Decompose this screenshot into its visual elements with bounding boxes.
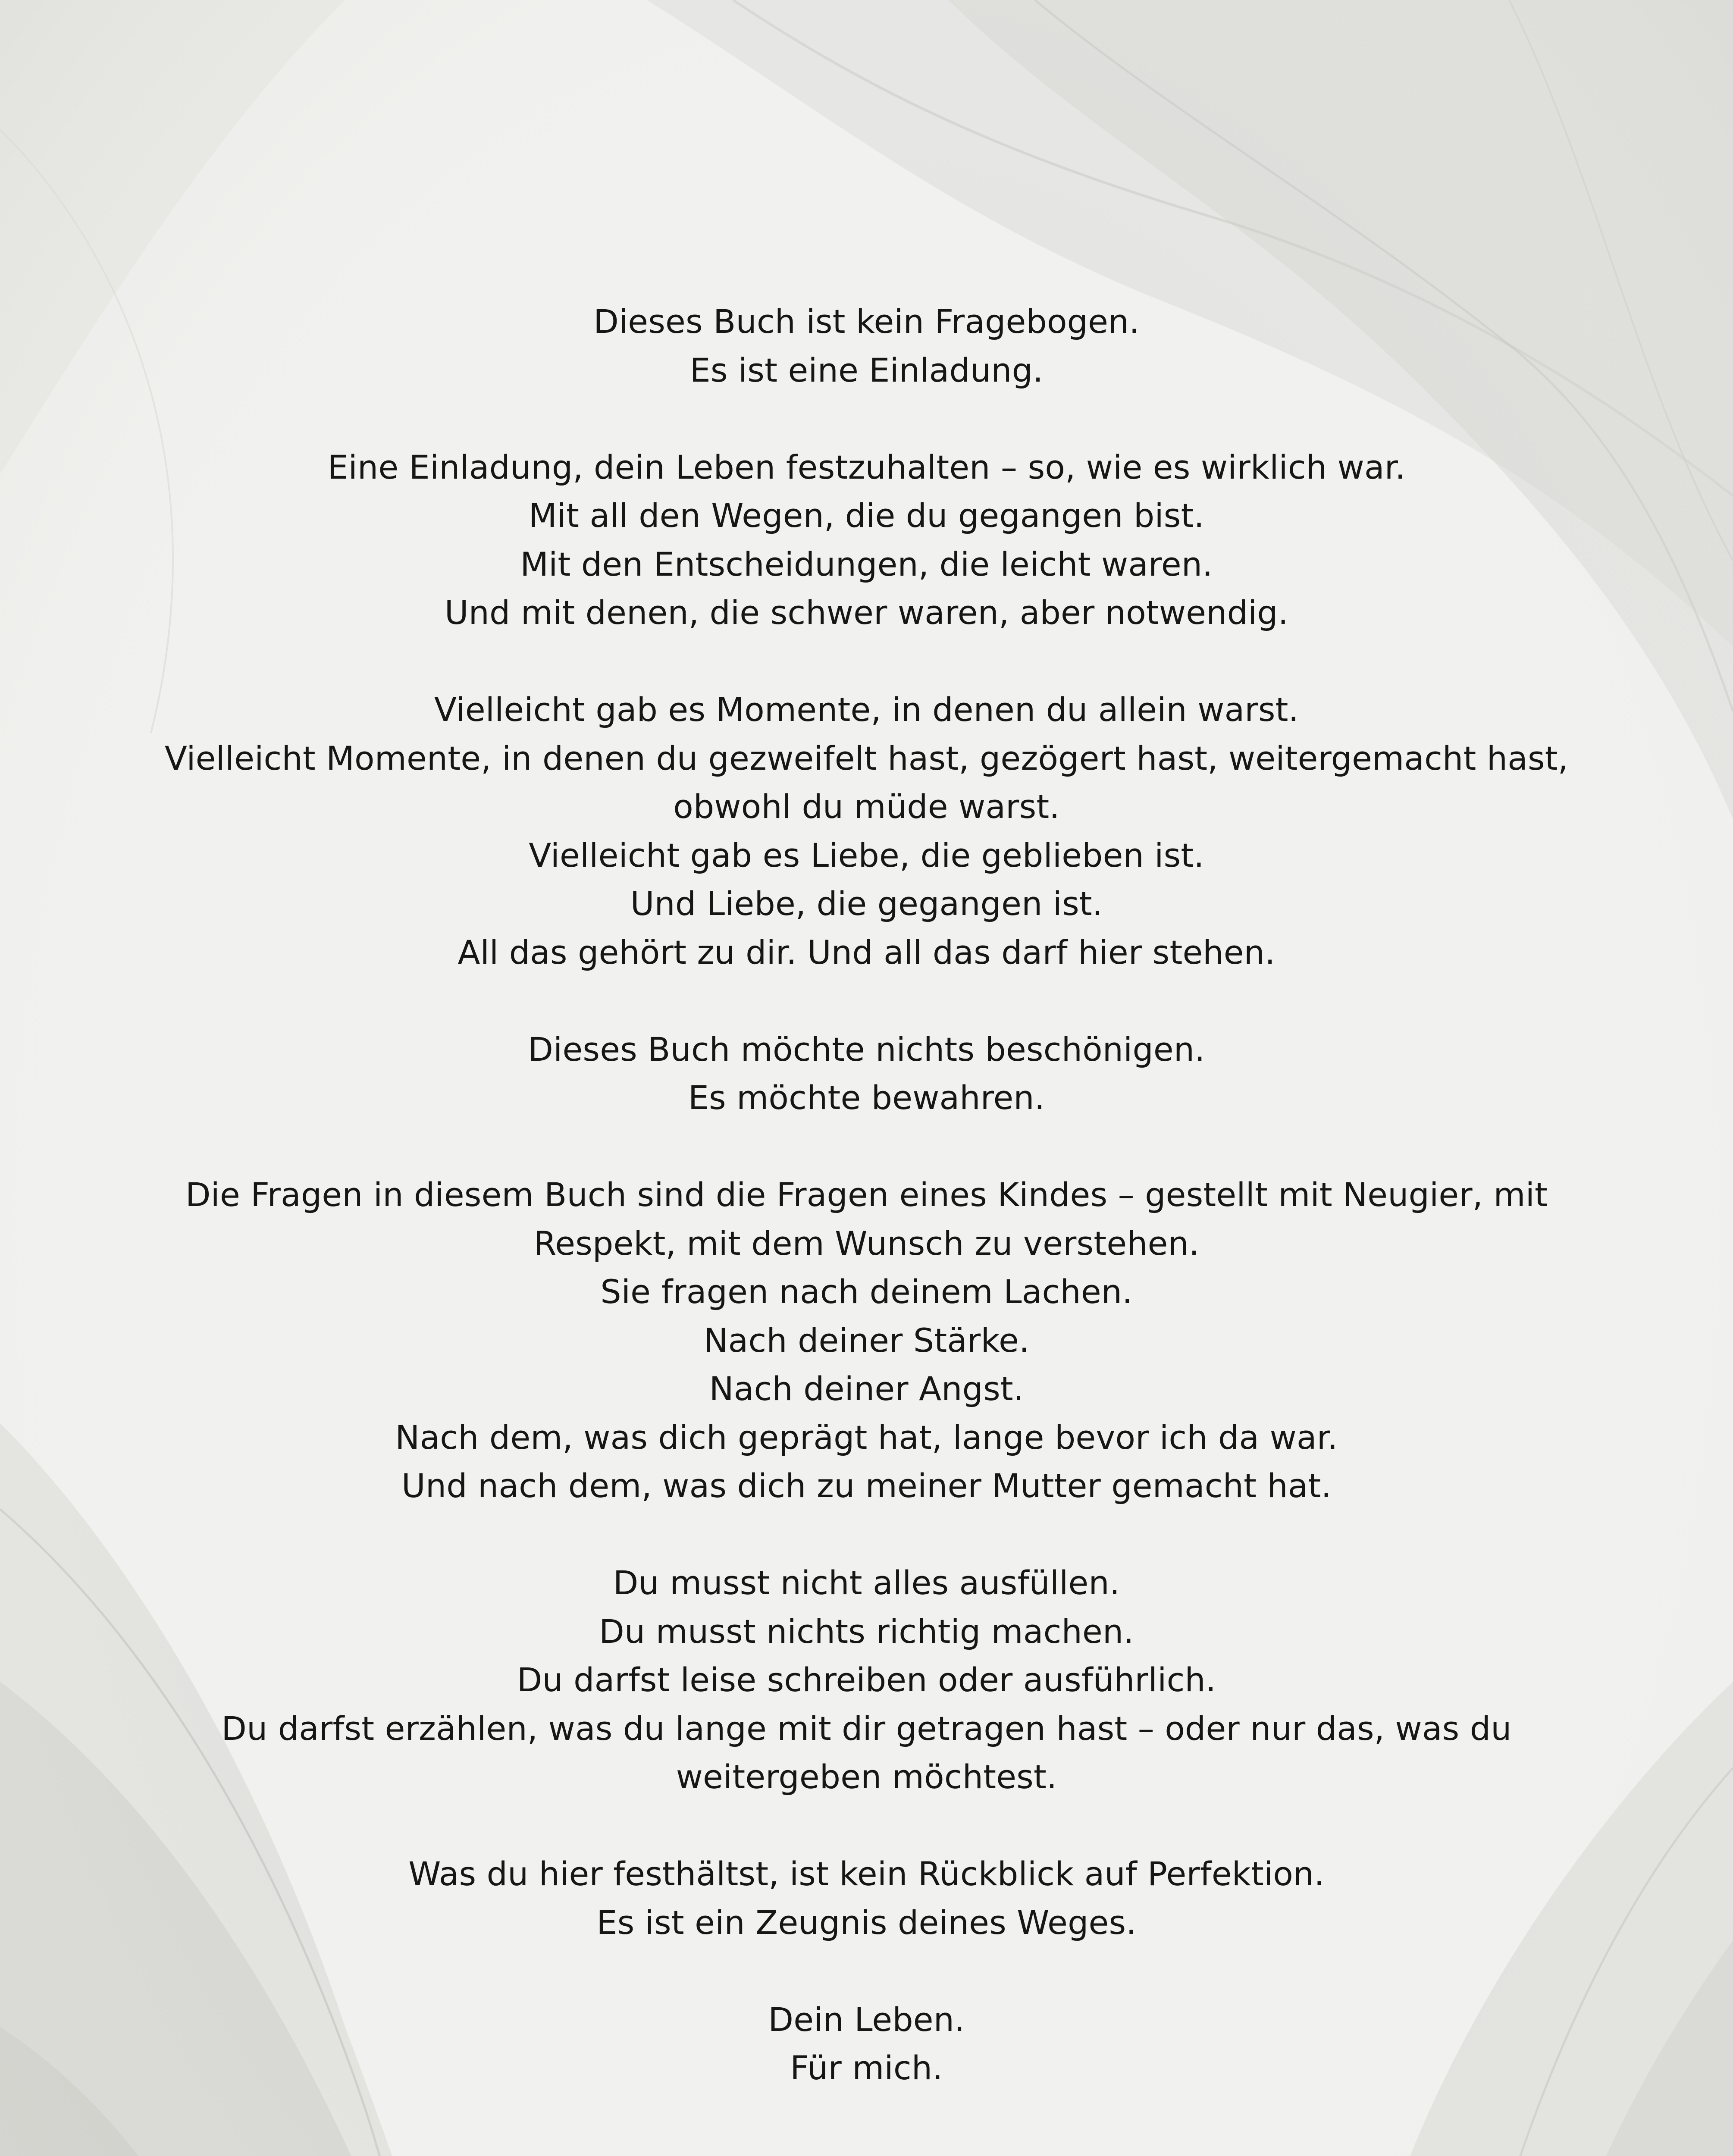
text-line: Nach deiner Stärke.	[703, 1321, 1030, 1360]
text-line: obwohl du müde warst.	[673, 787, 1060, 826]
stanza	[0, 1559, 1733, 1802]
text-line: Für mich.	[790, 2049, 943, 2087]
text-line: Du musst nichts richtig machen.	[599, 1612, 1134, 1651]
text-line: Dieses Buch ist kein Fragebogen.	[593, 302, 1140, 341]
text-line: Respekt, mit dem Wunsch zu verstehen.	[533, 1224, 1200, 1263]
text-line: Und nach dem, was dich zu meiner Mutter gemacht hat.	[401, 1467, 1332, 1505]
text-line: Vielleicht Momente, in denen du gezweifelt hast, gezögert hast, weitergemacht hast,	[164, 739, 1569, 777]
text-line: Es ist eine Einladung.	[689, 351, 1044, 389]
text-line: Nach deiner Angst.	[709, 1369, 1024, 1408]
text-line: Vielleicht gab es Momente, in denen du allein warst.	[434, 690, 1299, 729]
text-line: Es ist ein Zeugnis deines Weges.	[596, 1903, 1137, 1942]
stanza	[0, 1171, 1733, 1510]
stanza	[0, 1996, 1733, 2093]
text-line: Sie fragen nach deinem Lachen.	[600, 1272, 1133, 1311]
text-line: Du musst nicht alles ausfüllen.	[613, 1564, 1120, 1602]
text-line: Und Liebe, die gegangen ist.	[630, 884, 1103, 923]
stanza	[0, 686, 1733, 977]
text-line: Mit den Entscheidungen, die leicht waren.	[520, 545, 1213, 583]
text-line: Die Fragen in diesem Buch sind die Fragen eines Kindes – gestellt mit Neugier, mit	[185, 1175, 1548, 1214]
text-line: All das gehört zu dir. Und all das darf hier stehen.	[458, 933, 1275, 971]
text-line: Dein Leben.	[768, 2000, 965, 2039]
text-line: Vielleicht gab es Liebe, die geblieben ist.	[529, 836, 1204, 874]
text-line: Du darfst leise schreiben oder ausführlich.	[517, 1661, 1216, 1699]
text-line: weitergeben möchtest.	[676, 1758, 1057, 1796]
text-line: Es möchte bewahren.	[688, 1078, 1045, 1117]
text-line: Mit all den Wegen, die du gegangen bist.	[529, 496, 1204, 535]
text-line: Und mit denen, die schwer waren, aber notwendig.	[444, 593, 1289, 632]
body-text	[0, 298, 1733, 2093]
text-line: Du darfst erzählen, was du lange mit dir getragen hast – oder nur das, was du	[221, 1709, 1512, 1748]
text-line: Dieses Buch möchte nichts beschönigen.	[528, 1030, 1205, 1069]
text-line: Eine Einladung, dein Leben festzuhalten – so, wie es wirklich war.	[327, 448, 1406, 486]
stanza	[0, 1025, 1733, 1122]
text-line: Was du hier festhältst, ist kein Rückblick auf Perfektion.	[408, 1855, 1325, 1893]
text-line: Nach dem, was dich geprägt hat, lange bevor ich da war.	[395, 1418, 1338, 1457]
stanza	[0, 443, 1733, 637]
stanza	[0, 1850, 1733, 1947]
stanza	[0, 298, 1733, 395]
